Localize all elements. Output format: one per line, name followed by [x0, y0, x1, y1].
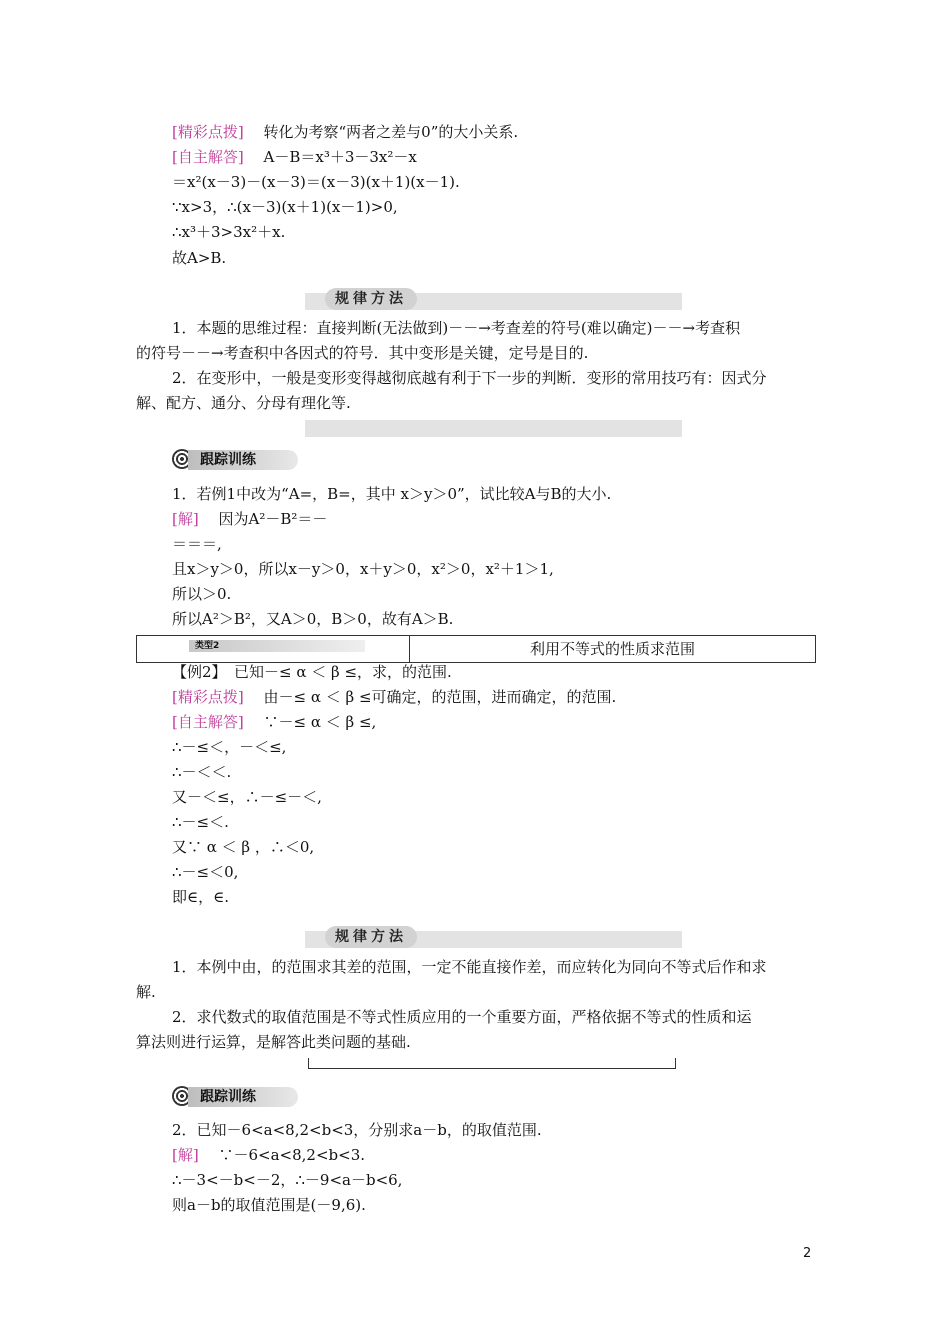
example-question: 【例2】 已知－≤ α ＜ β ≤，求，的范围. — [172, 663, 452, 681]
method-paragraph: 1．本题的思维过程：直接判断(无法做到)－－→考查差的符号(难以确定)－－→考查积 — [172, 319, 741, 337]
method-paragraph: 2．求代数式的取值范围是不等式性质应用的一个重要方面，严格依据不等式的性质和运 — [172, 1008, 752, 1026]
answer-tag: [自主解答] — [172, 148, 244, 166]
answer-text: A－B＝x³＋3－3x²－x — [263, 148, 417, 166]
answer-tag: [自主解答] — [172, 713, 244, 731]
training-label: 跟踪训练 — [188, 1087, 298, 1107]
solution-text: ∵－6<a<8,2<b<3. — [218, 1146, 366, 1164]
answer-text: ∵－≤ α ＜ β ≤, — [263, 713, 377, 731]
derivation-line: 又－＜≤，∴－≤－＜, — [172, 788, 322, 806]
method-footer-bracket — [308, 1058, 676, 1069]
method-label: 规律方法 — [325, 926, 417, 948]
conclusion-line: 即∈，∈. — [172, 888, 229, 906]
method-paragraph: 的符号－－→考查积中各因式的符号．其中变形是关键，定号是目的. — [136, 344, 589, 362]
hint-line — [172, 686, 616, 708]
derivation-line: ∵x>3，∴(x－3)(x＋1)(x－1)>0, — [172, 198, 398, 216]
solution-line: ∴－3<－b<－2，∴－9<a－b<6, — [172, 1171, 403, 1189]
conclusion-line: 故A>B. — [172, 249, 227, 267]
method-header-bar — [305, 293, 682, 310]
derivation-line: ∴－≤＜. — [172, 813, 229, 831]
derivation-line: 又∵ α ＜ β ，∴＜0, — [172, 838, 315, 856]
type-badge-cell — [137, 636, 410, 662]
solution-line — [172, 508, 327, 530]
method-header-bar — [305, 931, 682, 948]
type-header-table — [136, 635, 816, 663]
method-paragraph: 解、配方、通分、分母有理化等. — [136, 394, 351, 412]
solution-tag: [解] — [172, 510, 199, 528]
solution-line: 则a－b的取值范围是(－9,6). — [172, 1196, 366, 1214]
hint-line — [172, 121, 518, 143]
hint-tag: [精彩点拨] — [172, 123, 244, 141]
method-paragraph: 1．本例中由，的范围求其差的范围，一定不能直接作差，而应转化为同向不等式后作和求 — [172, 958, 767, 976]
solution-text: 因为A²－B²＝－ — [218, 510, 328, 528]
solution-line: 且x＞y＞0，所以x－y＞0，x＋y＞0，x²＞0，x²＋1＞1, — [172, 560, 554, 578]
type-title: 利用不等式的性质求范围 — [529, 640, 695, 658]
derivation-line: ∴－≤＜0, — [172, 863, 239, 881]
method-paragraph: 算法则进行运算，是解答此类问题的基础. — [136, 1033, 411, 1051]
hint-text: 由－≤ α ＜ β ≤可确定，的范围，进而确定，的范围. — [263, 688, 617, 706]
page-number: 2 — [803, 1246, 812, 1261]
answer-line — [172, 146, 417, 168]
solution-line: 所以A²＞B²，又A＞0，B＞0，故有A＞B. — [172, 610, 454, 628]
method-label: 规律方法 — [325, 288, 417, 310]
solution-line: ＝＝＝, — [172, 535, 222, 553]
answer-line — [172, 711, 376, 733]
question-line: 1．若例1中改为“A=，B=，其中 x＞y＞0”，试比较A与B的大小. — [172, 485, 612, 503]
derivation-line: ∴－＜＜. — [172, 763, 232, 781]
derivation-line: ∴x³＋3>3x²＋x. — [172, 223, 286, 241]
type-badge: 类型2 — [189, 640, 365, 652]
hint-tag: [精彩点拨] — [172, 688, 244, 706]
question-line: 2．已知－6<a<8,2<b<3，分别求a－b，的取值范围. — [172, 1121, 542, 1139]
training-label: 跟踪训练 — [188, 450, 298, 470]
solution-tag: [解] — [172, 1146, 199, 1164]
derivation-line: ∴－≤＜，－＜≤, — [172, 738, 287, 756]
method-paragraph: 解. — [136, 983, 156, 1001]
solution-line — [172, 1144, 365, 1166]
derivation-line: ＝x²(x－3)－(x－3)＝(x－3)(x＋1)(x－1). — [172, 173, 460, 191]
method-footer-bar — [305, 420, 682, 437]
solution-line: 所以＞0. — [172, 585, 232, 603]
method-paragraph: 2．在变形中，一般是变形变得越彻底越有利于下一步的判断．变形的常用技巧有：因式分 — [172, 369, 767, 387]
hint-text: 转化为考察“两者之差与0”的大小关系. — [263, 123, 519, 141]
